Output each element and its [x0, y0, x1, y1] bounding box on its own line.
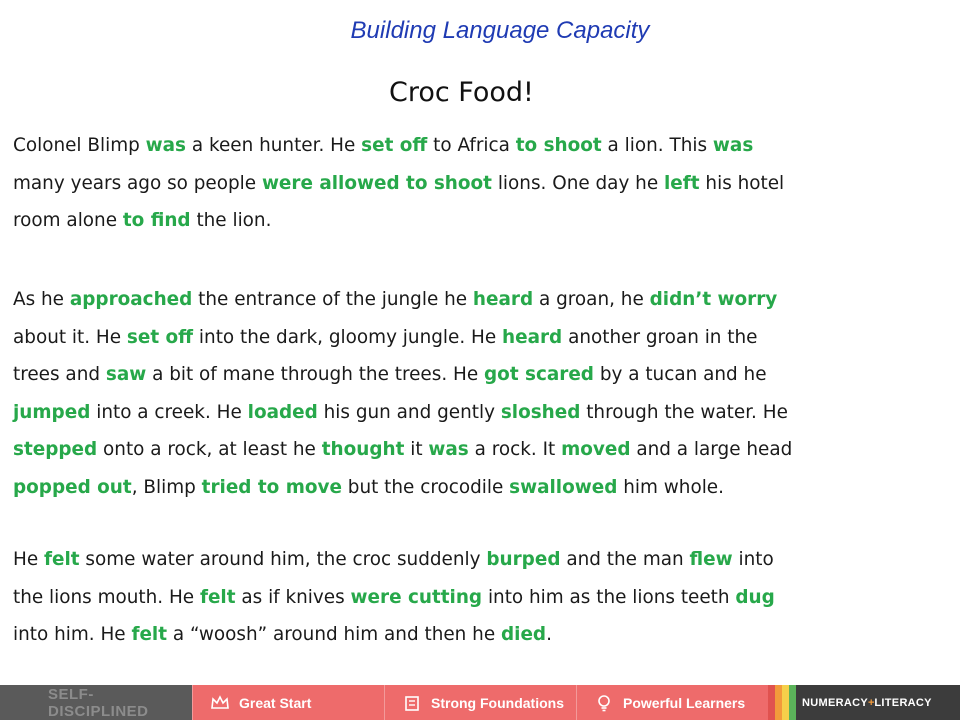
highlighted-verb: tried to move — [201, 476, 342, 498]
paragraph-1 — [13, 127, 913, 240]
footer-pill-powerful-learners — [576, 685, 768, 720]
highlighted-verb: was — [712, 135, 754, 156]
story-text: his gun and gently — [317, 401, 501, 423]
highlighted-verb: heard — [472, 289, 534, 310]
story-text: him whole. — [617, 476, 724, 498]
story-line — [13, 394, 913, 432]
story-text: a “woosh” around him and then he — [167, 624, 501, 645]
story-line — [13, 127, 913, 165]
story-text: through the water. He — [580, 401, 788, 423]
story-title: Croc Food! — [389, 77, 534, 108]
story-text: into a creek. He — [90, 401, 248, 423]
story-text: the lion. — [190, 210, 272, 231]
highlighted-verb: popped out — [13, 476, 132, 498]
highlighted-verb: stepped — [13, 439, 98, 460]
story-text: . — [546, 624, 552, 645]
story-text: into him as the lions teeth — [482, 586, 736, 608]
highlighted-verb: sloshed — [500, 401, 581, 423]
story-text: trees and — [13, 364, 106, 385]
story-line — [13, 616, 913, 654]
footer-pill-label: Great Start — [239, 694, 312, 711]
highlighted-verb: got scared — [484, 364, 594, 385]
story-text: a bit of mane through the trees. He — [146, 364, 485, 385]
story-text: to Africa — [427, 135, 516, 156]
story-text: a rock. It — [468, 439, 562, 460]
story-text: room alone — [13, 210, 123, 231]
highlighted-verb: saw — [105, 364, 147, 385]
story-text: Colonel Blimp — [13, 135, 146, 156]
story-text: onto a rock, at least he — [97, 439, 322, 460]
brand-stripes — [768, 685, 796, 720]
story-line — [13, 319, 913, 357]
story-text: into — [732, 549, 774, 570]
story-text: into him. He — [13, 624, 132, 645]
footer-pill-label: Powerful Learners — [623, 694, 746, 711]
story-line — [13, 431, 913, 469]
story-line — [13, 202, 913, 240]
story-text: a groan, he — [533, 289, 650, 310]
brand-stripe — [775, 685, 782, 720]
story-text: and a large head — [630, 439, 793, 460]
highlighted-verb: flew — [689, 549, 733, 570]
highlighted-verb: set off — [126, 326, 194, 348]
footer-pill-great-start — [192, 685, 384, 720]
brand-stripe — [782, 685, 789, 720]
story-text: it — [404, 439, 429, 460]
brand-stripe — [789, 685, 796, 720]
paragraph-3 — [13, 541, 913, 654]
story-text: the lions mouth. He — [13, 586, 200, 608]
story-text: and the man — [560, 549, 690, 570]
footer-left-label: SELF-DISCIPLINED — [0, 685, 192, 720]
highlighted-verb: jumped — [13, 401, 91, 423]
highlighted-verb: were cutting — [350, 586, 483, 608]
paragraph-2 — [13, 281, 913, 506]
highlighted-verb: swallowed — [509, 476, 618, 498]
story-text: a lion. This — [601, 135, 713, 156]
story-text: As he — [13, 289, 70, 310]
story-text: a keen hunter. He — [186, 135, 362, 156]
highlighted-verb: dug — [735, 586, 775, 608]
slide-header: Building Language Capacity — [350, 17, 650, 44]
brand-stripe — [768, 685, 775, 720]
highlighted-verb: heard — [502, 326, 563, 348]
highlighted-verb: felt — [44, 549, 80, 570]
story-text: the entrance of the jungle he — [192, 289, 473, 310]
highlighted-verb: to find — [122, 210, 191, 231]
story-text: as if knives — [235, 586, 351, 608]
highlighted-verb: set off — [361, 135, 428, 156]
highlighted-verb: felt — [199, 586, 236, 608]
highlighted-verb: loaded — [247, 401, 318, 423]
footer-pill-strong-foundations — [384, 685, 576, 720]
story-text: into the dark, gloomy jungle. He — [193, 326, 503, 348]
story-text: some water around him, the croc suddenly — [79, 549, 487, 570]
crown-icon — [211, 694, 229, 712]
footer-pill-label: Strong Foundations — [431, 694, 564, 711]
story-line — [13, 469, 913, 507]
highlighted-verb: moved — [561, 439, 631, 460]
story-text: about it. He — [13, 326, 127, 348]
highlighted-verb: was — [145, 135, 187, 156]
brand-numeracy: NUMERACY — [802, 696, 868, 709]
highlighted-verb: thought — [321, 439, 405, 460]
footer-bar — [0, 685, 960, 720]
highlighted-verb: burped — [486, 549, 561, 570]
story-text: lions. One day he — [491, 172, 664, 194]
highlighted-verb: died — [500, 624, 547, 645]
story-line — [13, 541, 913, 579]
brand-plus: + — [867, 696, 875, 709]
highlighted-verb: was — [428, 439, 469, 460]
lightbulb-icon — [595, 694, 613, 712]
story-text: but the crocodile — [341, 476, 510, 498]
highlighted-verb: to shoot — [515, 135, 602, 156]
building-icon — [403, 694, 421, 712]
highlighted-verb: approached — [69, 289, 193, 310]
brand-literacy: LITERACY — [874, 696, 932, 709]
highlighted-verb: felt — [131, 624, 168, 645]
story-line — [13, 281, 913, 319]
highlighted-verb: left — [664, 172, 700, 194]
highlighted-verb: were allowed to shoot — [261, 172, 492, 194]
story-line — [13, 356, 913, 394]
story-text: another groan in the — [562, 326, 758, 348]
footer-brand — [768, 685, 960, 720]
story-text: his hotel — [699, 172, 785, 194]
story-line — [13, 165, 913, 203]
story-text: by a tucan and he — [593, 364, 767, 385]
story-text: many years ago so people — [13, 172, 262, 194]
highlighted-verb: didn’t worry — [649, 289, 778, 310]
story-text: , Blimp — [131, 476, 202, 498]
story-line — [13, 579, 913, 617]
story-text: He — [13, 549, 44, 570]
